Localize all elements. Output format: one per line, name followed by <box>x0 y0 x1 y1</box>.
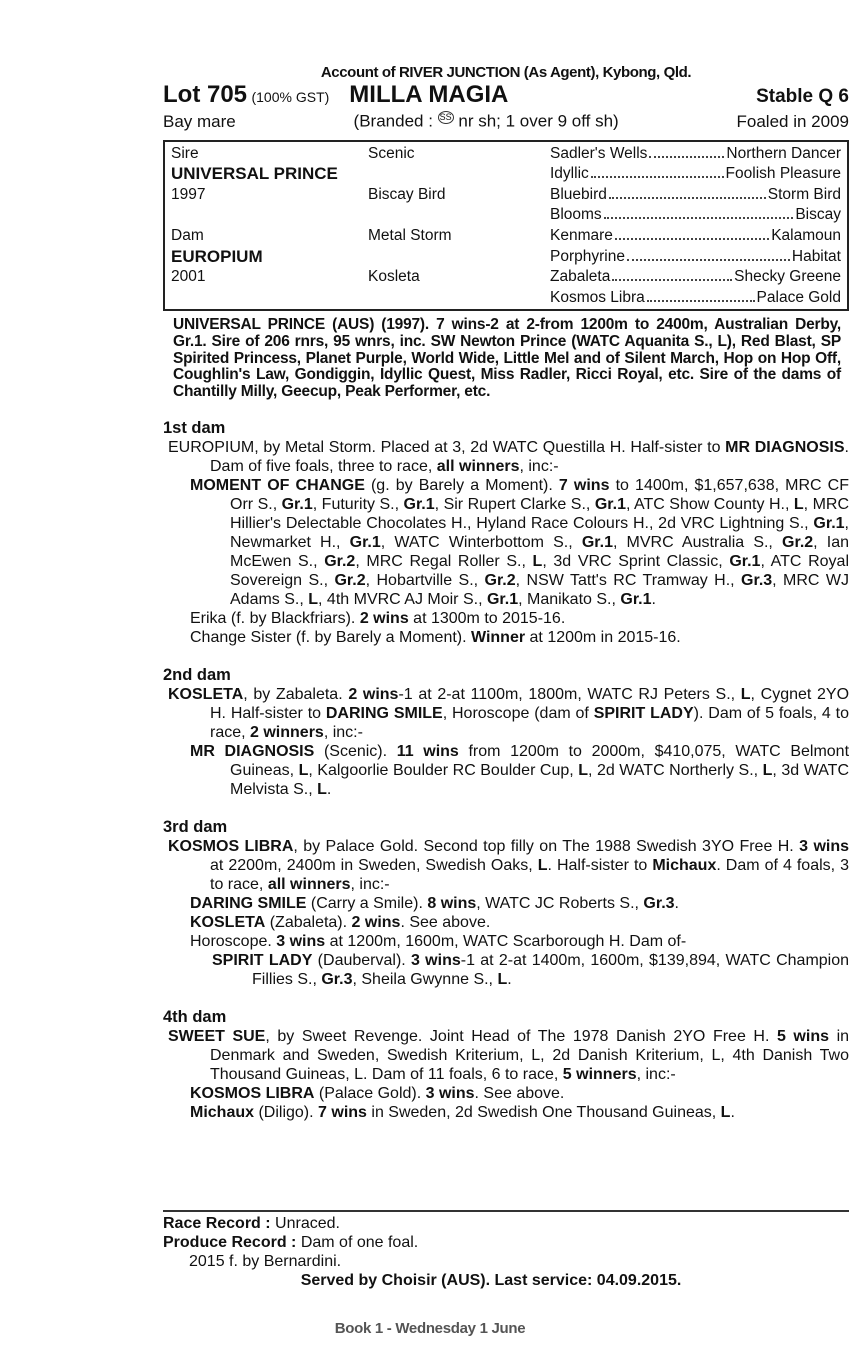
records <box>163 1210 849 1290</box>
section-heading: 2nd dam <box>163 666 231 685</box>
pedigree-gen3 <box>550 144 841 165</box>
race-record-label: Race Record : <box>163 1215 276 1232</box>
produce-item: 2015 f. by Bernardini. <box>189 1253 342 1270</box>
text-run: all winners <box>436 458 520 476</box>
text-run: (Dauberval). <box>312 952 411 970</box>
produce-entry <box>163 609 849 628</box>
pedigree-horse: Porphyrine <box>550 247 625 265</box>
text-run: 7 wins <box>318 1104 367 1122</box>
text-run: Gr.1 <box>813 515 845 533</box>
leader-dots <box>609 197 766 199</box>
text-run: EUROPIUM, by Metal Storm. Placed at 3, 2d WATC Questilla H. Half-sister to <box>168 439 726 457</box>
brand <box>354 111 619 132</box>
text-run: SWEET SUE <box>168 1028 266 1046</box>
pedigree-horse: Blooms <box>550 206 602 224</box>
text-run: L <box>793 496 804 514</box>
text-run: . <box>651 591 656 609</box>
text-run: 3 wins <box>411 952 461 970</box>
text-run: Gr.1 <box>620 591 652 609</box>
text-run: Michaux <box>190 1104 255 1122</box>
pedigree-gen2: Kosleta <box>368 268 420 286</box>
produce-entry <box>163 628 849 647</box>
text-run: . Dam of five foals, three to race, <box>210 439 849 476</box>
text-run: Winner <box>471 629 526 647</box>
text-run: Gr.2 <box>334 572 366 590</box>
text-run: (Diligo). <box>254 1104 319 1122</box>
race-record <box>163 1214 849 1233</box>
dam-sections <box>163 419 849 1122</box>
text-run: 7 wins <box>558 477 610 495</box>
pedigree-horse: Idyllic <box>550 165 589 183</box>
text-run: Gr.2 <box>324 553 356 571</box>
leader-dots <box>627 259 790 261</box>
leader-dots <box>647 300 755 302</box>
text-run: , MRC Hillier's Delectable Chocolates H., Hyland Race Colours H., 2d VRC Lightning S., <box>230 496 850 533</box>
dam-section <box>163 1008 849 1122</box>
produce-entry <box>163 894 849 913</box>
pedigree-gen2 <box>368 164 550 185</box>
text-run: Gr.3 <box>643 895 675 913</box>
text-run: L <box>720 1104 731 1122</box>
text-run: (Carry a Smile). <box>306 895 428 913</box>
text-run: 5 wins <box>776 1028 829 1046</box>
pedigree-gen3 <box>550 267 841 288</box>
pedigree-gen3 <box>550 288 841 309</box>
text-run: , Ian McEwen S., <box>230 534 850 571</box>
text-run: KOSLETA <box>168 686 244 704</box>
produce-entry <box>163 1027 849 1084</box>
text-run: 2 wins <box>359 610 409 628</box>
pedigree-gen1 <box>171 205 368 226</box>
text-run: Horoscope. <box>190 933 277 951</box>
pedigree-table <box>163 140 849 312</box>
text-run: , MRC Regal Roller S., <box>355 553 533 571</box>
text-run: . <box>507 971 512 989</box>
text-run: . <box>326 781 332 799</box>
text-run: , ATC Show County H., <box>625 496 794 514</box>
section-heading: 1st dam <box>163 419 226 438</box>
text-run: 2 winners <box>250 724 324 742</box>
text-run: at 2200m, 2400m in Sweden, Swedish Oaks, <box>210 857 538 875</box>
text-run: Gr.1 <box>403 496 435 514</box>
text-run: DARING SMILE <box>190 895 307 913</box>
text-run: at 1200m in 2015-16. <box>525 629 681 647</box>
leader-dots <box>591 176 724 178</box>
horse-name: MILLA MAGIA <box>349 81 509 108</box>
text-run: . <box>674 895 679 913</box>
text-run: 3 wins <box>425 1085 475 1103</box>
text-run: , MRC WJ Adams S., <box>230 572 850 609</box>
text-run: all winners <box>267 876 351 894</box>
produce-entry <box>163 476 849 609</box>
text-run: Change Sister (f. by Barely a Moment). <box>190 629 471 647</box>
pedigree-gen1: 1997 <box>171 185 206 203</box>
pedigree-sire: Biscay <box>795 206 841 224</box>
produce-entry <box>163 932 849 951</box>
pedigree-gen1: 2001 <box>171 268 206 286</box>
text-run: at 1200m, 1600m, WATC Scarborough H. Dam of- <box>325 933 687 951</box>
produce-record <box>163 1233 849 1252</box>
lot-header <box>163 81 849 109</box>
produce-entry <box>163 685 849 742</box>
pedigree-gen1: EUROPIUM <box>171 246 263 266</box>
pedigree-horse: Kenmare <box>550 227 613 245</box>
gst-note: (100% GST) <box>251 89 330 105</box>
text-run: KOSMOS LIBRA <box>168 838 294 856</box>
text-run: L <box>762 762 773 780</box>
text-run: KOSMOS LIBRA <box>190 1085 315 1103</box>
dam-section <box>163 419 849 647</box>
text-run: 3 wins <box>799 838 850 856</box>
pedigree-sire: Foolish Pleasure <box>725 165 841 183</box>
text-run: , inc:- <box>636 1066 676 1084</box>
pedigree-gen2: Scenic <box>368 144 415 162</box>
pedigree-gen1: Sire <box>171 144 199 162</box>
pedigree-gen2: Metal Storm <box>368 227 452 245</box>
text-run: 2 wins <box>351 914 401 932</box>
text-run: , inc:- <box>350 876 390 894</box>
text-run: 8 wins <box>427 895 477 913</box>
text-run: . <box>730 1104 735 1122</box>
served-note: Served by Choisir (AUS). Last service: 04.09.2015. <box>300 1272 682 1289</box>
text-run: DARING SMILE <box>325 705 443 723</box>
text-run: , Sir Rupert Clarke S., <box>434 496 595 514</box>
race-record-value: Unraced. <box>275 1215 340 1232</box>
text-run: , ATC Royal Sovereign S., <box>230 553 849 590</box>
leader-dots <box>649 156 724 158</box>
text-run: Gr.1 <box>594 496 626 514</box>
leader-dots <box>612 279 732 281</box>
produce-record-label: Produce Record : <box>163 1234 301 1251</box>
text-run: 11 wins <box>396 743 459 761</box>
text-run: . See above. <box>474 1085 565 1103</box>
dam-section <box>163 666 849 799</box>
text-run: , Kalgoorlie Boulder RC Boulder Cup, <box>308 762 579 780</box>
text-run: Gr.2 <box>484 572 516 590</box>
text-run: L <box>317 781 327 799</box>
pedigree-gen2 <box>368 247 550 268</box>
text-run: , by Sweet Revenge. Joint Head of The 1978 Danish 2YO Free H. <box>265 1028 777 1046</box>
section-heading: 3rd dam <box>163 818 228 837</box>
text-run: , WATC Winterbottom S., <box>380 534 582 552</box>
pedigree-gen3 <box>550 164 841 185</box>
text-run: , 2d WATC Northerly S., <box>588 762 763 780</box>
text-run: , Horoscope (dam of <box>442 705 594 723</box>
produce-entry <box>163 742 849 799</box>
text-run: to 1400m, $1,657,638, MRC CF Orr S., <box>230 477 850 514</box>
text-run: (Palace Gold). <box>314 1085 426 1103</box>
brand-mark-icon: SS <box>439 112 452 122</box>
produce-entry <box>163 837 849 894</box>
text-run: ). Dam of 5 foals, 4 to race, <box>210 705 850 742</box>
pedigree-sire: Kalamoun <box>771 227 841 245</box>
pedigree-gen3 <box>550 205 841 226</box>
pedigree-sire: Habitat <box>791 247 841 265</box>
page-footer: Book 1 - Wednesday 1 June <box>334 1320 526 1337</box>
text-run: MOMENT OF CHANGE <box>190 477 365 495</box>
text-run: Erika (f. by Blackfriars). <box>190 610 360 628</box>
leader-dots <box>604 217 794 219</box>
text-run: . See above. <box>400 914 491 932</box>
text-run: L <box>740 686 751 704</box>
text-run: , Hobartville S., <box>365 572 485 590</box>
section-heading: 4th dam <box>163 1008 227 1027</box>
text-run: , WATC JC Roberts S., <box>476 895 644 913</box>
produce-entry <box>163 1103 849 1122</box>
text-run: , 4th MVRC AJ Moir S., <box>318 591 487 609</box>
text-run: Gr.1 <box>486 591 519 609</box>
pedigree-sire: Shecky Greene <box>734 268 841 286</box>
text-run: L <box>497 971 508 989</box>
text-run: Gr.1 <box>581 534 613 552</box>
text-run: , by Zabaleta. <box>243 686 349 704</box>
text-run: , 3d WATC Melvista S., <box>230 762 850 799</box>
sire-summary: UNIVERSAL PRINCE (AUS) (1997). 7 wins-2 at 2-from 1200m to 2400m, Australian Derby, Gr.1. Sire of 206 rnrs, 95 wnrs, inc. SW Newton Prince (WATC Aquanita S., L), Red Blast, SP Spirited Princess, Planet Purple, World Wide, Little Mel and of Silent March, Hop on Hop Off, Coughlin's Law, Gondiggin, Idyllic Quest, Miss Radler, Ricci Royal, etc. Sire of the dams of Chantilly Milly, Geecup, Peak Performer, etc. <box>173 316 841 400</box>
text-run: SPIRIT LADY <box>593 705 694 723</box>
text-run: (g. by Barely a Moment). <box>364 477 559 495</box>
text-run: at 1300m to 2015-16. <box>408 610 566 628</box>
pedigree-horse: Zabaleta <box>550 268 611 286</box>
text-run: L <box>532 553 543 571</box>
text-run: L <box>298 762 309 780</box>
stable-location: Stable Q 6 <box>756 86 849 107</box>
vendor-account: Account of RIVER JUNCTION (As Agent), Kybong, Qld. <box>320 64 692 81</box>
text-run: , 3d VRC Sprint Classic, <box>542 553 730 571</box>
text-run: , Futurity S., <box>312 496 404 514</box>
dam-section <box>163 818 849 989</box>
text-run: Gr.1 <box>349 534 381 552</box>
pedigree-horse: Kosmos Libra <box>550 288 645 306</box>
horse-details <box>163 111 849 132</box>
pedigree-sire: Storm Bird <box>767 185 841 203</box>
text-run: Gr.3 <box>741 572 773 590</box>
text-run: MR DIAGNOSIS <box>190 743 315 761</box>
produce-entry <box>163 438 849 476</box>
text-run: , by Palace Gold. Second top filly on The 1988 Swedish 3YO Free H. <box>293 838 800 856</box>
catalogue-page <box>163 64 850 1289</box>
text-run: (Zabaleta). <box>265 914 352 932</box>
text-run: , Cygnet 2YO H. Half-sister to <box>210 686 850 723</box>
pedigree-gen1 <box>171 288 368 309</box>
produce-entry <box>163 951 849 989</box>
pedigree-gen2 <box>368 288 550 309</box>
text-run: in Sweden, 2d Swedish One Thousand Guineas, <box>366 1104 721 1122</box>
pedigree-gen3 <box>550 185 841 206</box>
text-run: in Denmark and Sweden, Swedish Kriterium, L, 2d Danish Kriterium, L, 4th Danish Two Thousand Guineas, L. Dam of 11 foals, 6 to race, <box>210 1028 850 1084</box>
text-run: -1 at 2-at 1400m, 1600m, $139,894, WATC Champion Fillies S., <box>252 952 850 989</box>
text-run: Gr.1 <box>281 496 313 514</box>
text-run: 3 wins <box>276 933 326 951</box>
text-run: , MVRC Australia S., <box>612 534 783 552</box>
foaled-year: Foaled in 2009 <box>736 111 849 131</box>
text-run: . Half-sister to <box>547 857 653 875</box>
produce-entry <box>163 1084 849 1103</box>
produce-entry <box>163 913 849 932</box>
pedigree-gen3 <box>550 247 841 268</box>
text-run: MR DIAGNOSIS <box>725 439 845 457</box>
text-run: 2 wins <box>348 686 399 704</box>
text-run: Michaux <box>652 857 717 875</box>
pedigree-gen2: Biscay Bird <box>368 185 446 203</box>
pedigree-gen2 <box>368 205 550 226</box>
pedigree-sire: Northern Dancer <box>726 144 841 162</box>
brand-suffix: nr sh; 1 over 9 off sh) <box>453 111 619 131</box>
text-run: , NSW Tatt's RC Tramway H., <box>515 572 742 590</box>
text-run: SPIRIT LADY <box>212 952 313 970</box>
pedigree-horse: Bluebird <box>550 185 607 203</box>
leader-dots <box>615 238 769 240</box>
sex-colour: Bay mare <box>163 111 236 131</box>
text-run: from 1200m to 2000m, $410,075, WATC Belmont Guineas, <box>230 743 850 780</box>
text-run: , Manikato S., <box>518 591 621 609</box>
text-run: Gr.1 <box>729 553 761 571</box>
pedigree-gen1: Dam <box>171 227 204 245</box>
text-run: -1 at 2-at 1100m, 1800m, WATC RJ Peters S., <box>398 686 741 704</box>
pedigree-sire: Palace Gold <box>756 288 841 306</box>
text-run: , inc:- <box>519 458 559 476</box>
pedigree-gen3 <box>550 226 841 247</box>
produce-record-value: Dam of one foal. <box>300 1234 419 1251</box>
text-run: , Newmarket H., <box>230 515 849 552</box>
text-run: L <box>578 762 589 780</box>
text-run: L <box>308 591 319 609</box>
text-run: KOSLETA <box>190 914 266 932</box>
pedigree-gen1: UNIVERSAL PRINCE <box>171 164 338 184</box>
text-run: (Scenic). <box>314 743 397 761</box>
text-run: Gr.3 <box>321 971 353 989</box>
text-run: L <box>537 857 548 875</box>
pedigree-horse: Sadler's Wells <box>550 144 648 162</box>
text-run: . Dam of 4 foals, 3 to race, <box>210 857 850 894</box>
text-run: , inc:- <box>323 724 363 742</box>
lot-number: Lot 705 (100% GST) MILLA MAGIA <box>163 81 509 108</box>
text-run: 5 winners <box>562 1066 637 1084</box>
text-run: Gr.2 <box>782 534 814 552</box>
brand-prefix: (Branded : <box>353 111 438 131</box>
text-run: , Sheila Gwynne S., <box>352 971 498 989</box>
